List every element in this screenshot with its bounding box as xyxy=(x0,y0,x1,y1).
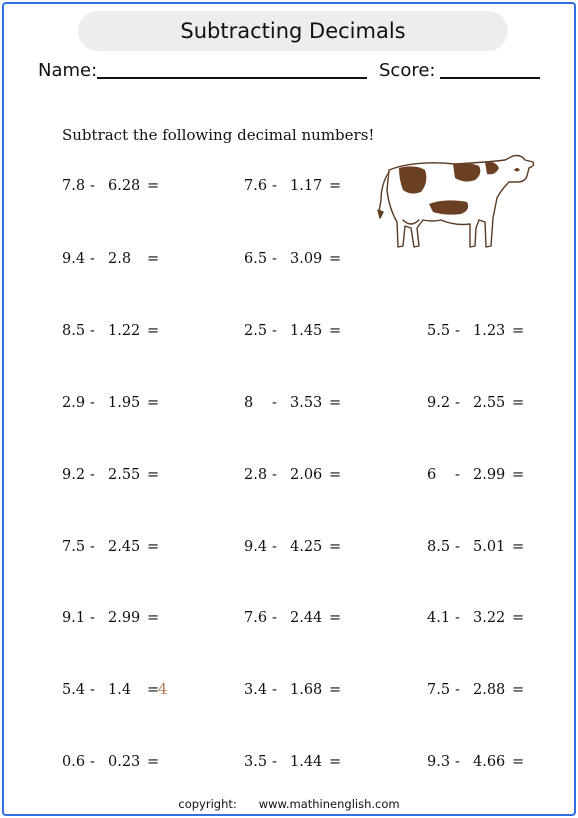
operand-b: 1.4 xyxy=(108,682,132,698)
instruction-text: Subtract the following decimal numbers! xyxy=(62,126,375,144)
equals-sign: = xyxy=(329,754,342,770)
equals-sign: = xyxy=(512,539,525,555)
operand-b: 2.55 xyxy=(108,467,141,483)
problem-item xyxy=(62,251,192,269)
minus-sign: - xyxy=(272,251,277,267)
operand-b: 1.17 xyxy=(290,178,323,194)
copyright-label: copyright: xyxy=(178,797,237,811)
operand-b: 1.95 xyxy=(108,395,141,411)
minus-sign: - xyxy=(455,323,460,339)
minus-sign: - xyxy=(455,539,460,555)
equals-sign: = xyxy=(147,682,160,698)
operand-a: 7.5 xyxy=(62,539,86,555)
problem-item xyxy=(62,178,192,196)
footer xyxy=(0,797,578,811)
operand-a: 9.3 xyxy=(427,754,451,770)
operand-b: 1.22 xyxy=(108,323,141,339)
equals-sign: = xyxy=(147,395,160,411)
equals-sign: = xyxy=(329,682,342,698)
minus-sign: - xyxy=(455,610,460,626)
equals-sign: = xyxy=(147,178,160,194)
footer-site-link[interactable]: www.mathinenglish.com xyxy=(258,797,400,811)
problem-item xyxy=(244,754,374,772)
minus-sign: - xyxy=(90,395,95,411)
equals-sign: = xyxy=(512,754,525,770)
minus-sign: - xyxy=(272,467,277,483)
operand-a: 7.5 xyxy=(427,682,451,698)
operand-a: 9.1 xyxy=(62,610,86,626)
problem-item xyxy=(244,682,374,700)
operand-b: 6.28 xyxy=(108,178,141,194)
problem-item xyxy=(62,610,192,628)
operand-a: 9.4 xyxy=(62,251,86,267)
equals-sign: = xyxy=(147,610,160,626)
operand-b: 2.06 xyxy=(290,467,323,483)
operand-b: 0.23 xyxy=(108,754,141,770)
problem-item xyxy=(62,395,192,413)
minus-sign: - xyxy=(272,395,277,411)
operand-b: 2.8 xyxy=(108,251,132,267)
problem-item xyxy=(427,539,557,557)
minus-sign: - xyxy=(455,754,460,770)
operand-a: 5.4 xyxy=(62,682,86,698)
equals-sign: = xyxy=(329,395,342,411)
operand-b: 4.66 xyxy=(473,754,506,770)
minus-sign: - xyxy=(90,251,95,267)
operand-a: 8.5 xyxy=(427,539,451,555)
problem-item xyxy=(427,682,557,700)
problem-item xyxy=(62,754,192,772)
operand-a: 6 xyxy=(427,467,437,483)
minus-sign: - xyxy=(272,539,277,555)
operand-b: 5.01 xyxy=(473,539,506,555)
operand-a: 7.8 xyxy=(62,178,86,194)
operand-b: 4.25 xyxy=(290,539,323,555)
operand-a: 5.5 xyxy=(427,323,451,339)
operand-a: 6.5 xyxy=(244,251,268,267)
minus-sign: - xyxy=(272,610,277,626)
equals-sign: = xyxy=(329,610,342,626)
operand-a: 2.5 xyxy=(244,323,268,339)
minus-sign: - xyxy=(272,178,277,194)
equals-sign: = xyxy=(147,467,160,483)
equals-sign: = xyxy=(512,395,525,411)
operand-b: 2.99 xyxy=(108,610,141,626)
operand-a: 0.6 xyxy=(62,754,86,770)
equals-sign: = xyxy=(147,539,160,555)
problem-item xyxy=(244,395,374,413)
minus-sign: - xyxy=(90,178,95,194)
operand-b: 1.68 xyxy=(290,682,323,698)
equals-sign: = xyxy=(329,467,342,483)
minus-sign: - xyxy=(90,754,95,770)
minus-sign: - xyxy=(90,539,95,555)
minus-sign: - xyxy=(455,467,460,483)
minus-sign: - xyxy=(90,682,95,698)
operand-b: 1.45 xyxy=(290,323,323,339)
minus-sign: - xyxy=(272,323,277,339)
operand-a: 9.2 xyxy=(62,467,86,483)
equals-sign: = xyxy=(329,539,342,555)
minus-sign: - xyxy=(90,323,95,339)
problem-item xyxy=(427,467,557,485)
problem-item xyxy=(244,467,374,485)
equals-sign: = xyxy=(147,323,160,339)
operand-a: 8.5 xyxy=(62,323,86,339)
cow-icon xyxy=(375,148,537,260)
operand-a: 9.2 xyxy=(427,395,451,411)
operand-b: 2.55 xyxy=(473,395,506,411)
problem-item xyxy=(244,178,374,196)
operand-b: 2.88 xyxy=(473,682,506,698)
operand-b: 2.99 xyxy=(473,467,506,483)
minus-sign: - xyxy=(455,395,460,411)
equals-sign: = xyxy=(147,754,160,770)
equals-sign: = xyxy=(512,323,525,339)
problem-item xyxy=(427,754,557,772)
problem-item xyxy=(427,323,557,341)
problem-item xyxy=(62,539,192,557)
title-text: Subtracting Decimals xyxy=(180,19,406,43)
operand-b: 3.53 xyxy=(290,395,323,411)
minus-sign: - xyxy=(455,682,460,698)
operand-b: 3.09 xyxy=(290,251,323,267)
equals-sign: = xyxy=(329,178,342,194)
minus-sign: - xyxy=(90,467,95,483)
operand-a: 3.5 xyxy=(244,754,268,770)
score-label: Score: xyxy=(379,60,436,81)
score-field-line[interactable] xyxy=(440,77,540,79)
equals-sign: = xyxy=(329,323,342,339)
operand-a: 2.9 xyxy=(62,395,86,411)
equals-sign: = xyxy=(512,610,525,626)
operand-b: 2.45 xyxy=(108,539,141,555)
problem-item xyxy=(244,539,374,557)
operand-b: 1.23 xyxy=(473,323,506,339)
operand-b: 3.22 xyxy=(473,610,506,626)
minus-sign: - xyxy=(272,754,277,770)
operand-a: 7.6 xyxy=(244,610,268,626)
problem-item xyxy=(427,610,557,628)
worksheet-title xyxy=(78,11,508,51)
minus-sign: - xyxy=(272,682,277,698)
problem-item xyxy=(62,323,192,341)
equals-sign: = xyxy=(512,467,525,483)
name-field-line[interactable] xyxy=(97,77,367,79)
problem-item xyxy=(244,251,374,269)
operand-a: 2.8 xyxy=(244,467,268,483)
equals-sign: = xyxy=(329,251,342,267)
name-label: Name: xyxy=(38,60,98,81)
operand-a: 8 xyxy=(244,395,254,411)
equals-sign: = xyxy=(147,251,160,267)
problem-item xyxy=(62,467,192,485)
operand-b: 1.44 xyxy=(290,754,323,770)
equals-sign: = xyxy=(512,682,525,698)
answer-field[interactable]: 4 xyxy=(158,682,168,698)
operand-a: 9.4 xyxy=(244,539,268,555)
operand-b: 2.44 xyxy=(290,610,323,626)
problem-item xyxy=(427,395,557,413)
minus-sign: - xyxy=(90,610,95,626)
problem-item xyxy=(244,610,374,628)
operand-a: 7.6 xyxy=(244,178,268,194)
problem-item xyxy=(244,323,374,341)
operand-a: 3.4 xyxy=(244,682,268,698)
problem-item xyxy=(62,682,192,700)
operand-a: 4.1 xyxy=(427,610,451,626)
